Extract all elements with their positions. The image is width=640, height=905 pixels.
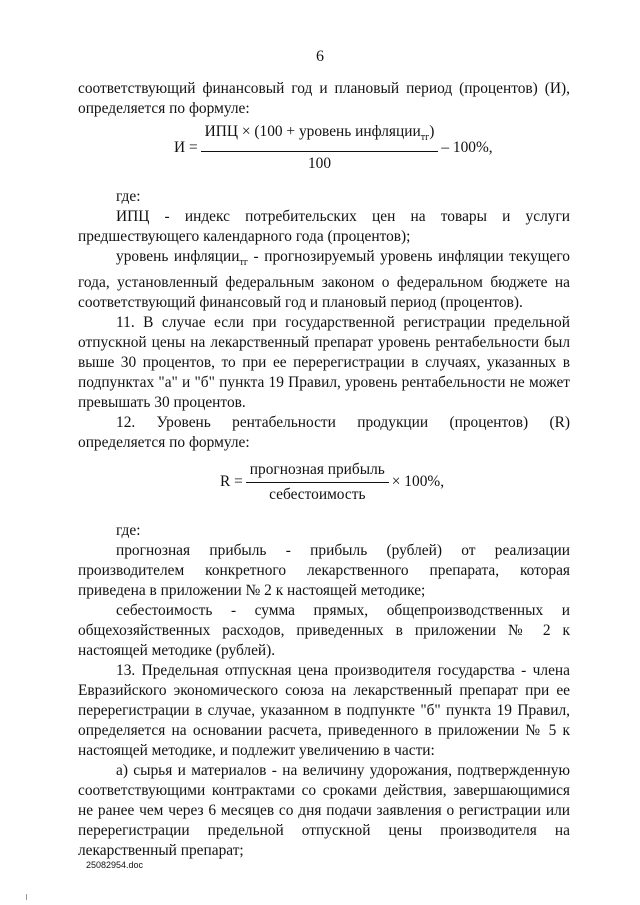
- numerator-text: ИПЦ × (100 + уровень инфляции: [204, 123, 421, 141]
- formula-fraction: [246, 460, 389, 505]
- definition-term-subscript: тг: [239, 257, 248, 269]
- paragraph-11: 11. В случае если при государственной регистрации предельной отпускной цены на лекарственный препарат уровень рентабельности был выше 30 процентов, то при ее перерегистрации в случаях, указанных в подпунктах "а" и "б" пункта 19 Правил, уровень рентабельности не может превышать 30 процентов.: [78, 314, 570, 412]
- formula-lhs: И =: [174, 139, 198, 156]
- numerator-subscript: тг: [420, 132, 430, 144]
- definition-text: - прогнозируемый уровень инфляции текущего года, установленный федеральным законом о федеральном бюджете на соответствующий финансовый год и плановый период (процентов).: [78, 248, 570, 312]
- inflation-formula: [78, 119, 570, 177]
- margin-mark: [26, 894, 27, 900]
- where-label: где:: [116, 522, 141, 540]
- numerator-close: ): [429, 123, 435, 141]
- file-name-footer: 25082954.doc: [86, 860, 144, 870]
- definition-ipc: ИПЦ - индекс потребительских цен на товары и услуги предшествующего календарного года (процентов);: [78, 208, 570, 245]
- definition-cost: себестоимость - сумма прямых, общепроизводственных и общехозяйственных расходов, приведенных в приложении № 2 к настоящей методике (рублей).: [78, 602, 570, 660]
- paragraph-intro: соответствующий финансовый год и плановый период (процентов) (И), определяется по формуле:: [78, 80, 570, 117]
- definition-profit: прогнозная прибыль - прибыль (рублей) от реализации производителем конкретного лекарственного препарата, которая приведена в приложении № 2 к настоящей методике;: [78, 542, 570, 600]
- formula-denominator: 100: [307, 154, 332, 172]
- definition-inflation: [78, 247, 570, 313]
- document-body: [78, 79, 570, 861]
- formula-numerator: прогнозная прибыль: [246, 460, 389, 483]
- page-number: 6: [316, 48, 324, 65]
- paragraph-13: 13. Предельная отпускная цена производителя государства - члена Евразийского экономического союза на лекарственный препарат при ее перерегистрации в случае, указанном в подпункте "б" пункта 19 Правил, определяется на основании расчета, приведенного в приложении № 5 к настоящей методике, и подлежит увеличению в части:: [78, 662, 570, 760]
- formula-fraction: [201, 122, 439, 173]
- definition-term: уровень инфляции: [116, 248, 240, 265]
- formula-tail: – 100%,: [441, 139, 493, 156]
- formula-tail: × 100%,: [391, 473, 445, 491]
- formula-numerator: [201, 122, 439, 151]
- profitability-formula: [78, 453, 570, 511]
- formula-lhs: R =: [220, 473, 243, 491]
- where-label: где:: [116, 188, 141, 205]
- formula-denominator: себестоимость: [269, 485, 366, 503]
- paragraph-12: 12. Уровень рентабельности продукции (процентов) (R) определяется по формуле:: [78, 414, 570, 452]
- paragraph-13a: а) сырья и материалов - на величину удорожания, подтвержденную соответствующими контрактами со сроками действия, завершающимися не ранее чем через 6 месяцев со дня подачи заявления о регистрации или перерегистрации предельной отпускной цены производителя на лекарственный препарат;: [78, 762, 570, 860]
